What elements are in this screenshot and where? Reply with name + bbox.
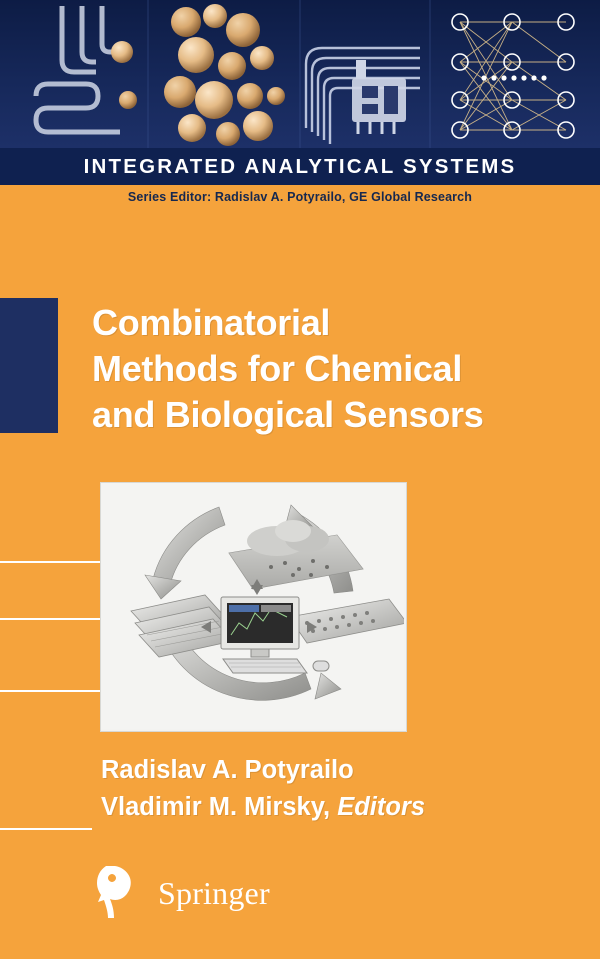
left-rule-2 bbox=[0, 618, 100, 620]
title-line-1: Combinatorial bbox=[92, 302, 331, 343]
publisher-block bbox=[88, 862, 270, 924]
left-rule-4 bbox=[0, 828, 92, 830]
editors-label: Editors bbox=[337, 793, 426, 821]
author-name-2: Vladimir M. Mirsky, bbox=[101, 793, 331, 821]
series-title: INTEGRATED ANALYTICAL SYSTEMS bbox=[83, 154, 517, 178]
publisher-name: Springer bbox=[158, 874, 270, 911]
title-line-3: and Biological Sensors bbox=[92, 394, 484, 435]
cover-figure bbox=[100, 482, 407, 732]
author-line-1: Radislav A. Potyrailo bbox=[101, 756, 354, 784]
series-editor-line: Series Editor: Radislav A. Potyrailo, GE Global Research bbox=[127, 190, 473, 204]
title-line-2: Methods for Chemical bbox=[92, 348, 463, 389]
left-blue-block bbox=[0, 298, 58, 433]
cover-figure-graphic bbox=[101, 483, 404, 729]
book-title bbox=[92, 300, 584, 438]
author-block bbox=[101, 752, 581, 826]
banner-graphics bbox=[0, 0, 600, 148]
series-band bbox=[0, 148, 600, 185]
cover-banner-artwork bbox=[0, 0, 600, 148]
left-rule-1 bbox=[0, 561, 100, 563]
author-line-2 bbox=[101, 789, 581, 826]
springer-horse-logo-icon bbox=[88, 862, 144, 924]
left-rule-3 bbox=[0, 690, 100, 692]
